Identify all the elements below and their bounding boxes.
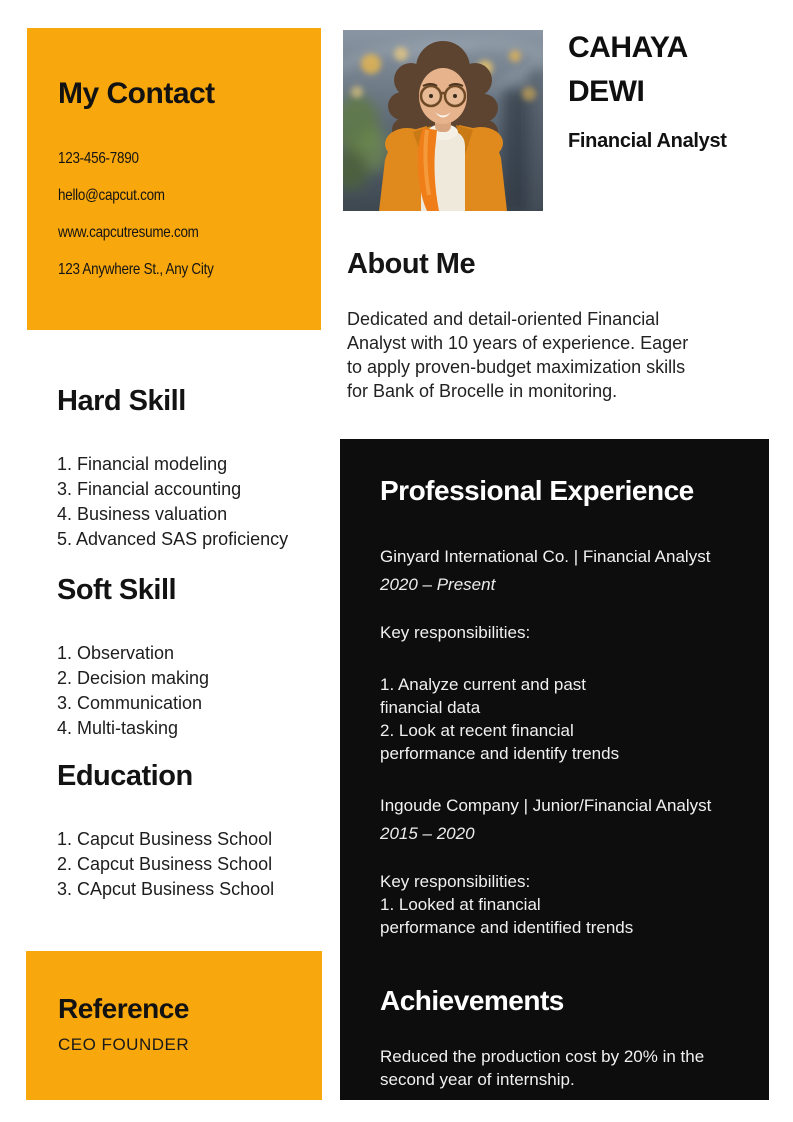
- contact-item: 123 Anywhere St., Any City: [58, 261, 214, 278]
- experience-panel: [340, 439, 769, 1100]
- job-resp-text: 1. Looked at financial performance and identified trends: [380, 895, 634, 937]
- job-period: 2015 – 2020: [380, 824, 475, 843]
- about-text: Dedicated and detail-oriented Financial Analyst with 10 years of experience. Eager to apply proven-budget maximization skills for Bank of Brocelle in monitoring.: [347, 309, 689, 401]
- soft-skill-item: 2. Decision making: [57, 668, 210, 688]
- soft-skill-list: [57, 641, 327, 741]
- soft-skill-title: Soft Skill: [57, 574, 177, 606]
- contact-item: www.capcutresume.com: [58, 224, 199, 241]
- job-resp-text: 1. Analyze current and past financial data 2. Look at recent financial performance and identify trends: [380, 675, 620, 763]
- header-name-block: [568, 26, 748, 153]
- experience-title: Professional Experience: [380, 475, 694, 506]
- profile-photo: [343, 30, 543, 211]
- hard-skill-title: Hard Skill: [57, 385, 186, 417]
- hard-skill-list: [57, 452, 327, 552]
- job-entry: [380, 794, 731, 939]
- soft-skill-section: [57, 574, 327, 741]
- hard-skill-item: 3. Financial accounting: [57, 479, 242, 499]
- woman-portrait-illustration: [343, 30, 543, 211]
- reference-subtitle: CEO FOUNDER: [58, 1035, 190, 1054]
- person-name: CAHAYA DEWI: [568, 31, 687, 108]
- job-company: Ginyard International Co. | Financial Analyst: [380, 547, 711, 566]
- job-resp-label: Key responsibilities:: [380, 872, 531, 891]
- soft-skill-item: 1. Observation: [57, 643, 175, 663]
- education-item: 2. Capcut Business School: [57, 854, 273, 874]
- contact-item: 123-456-7890: [58, 150, 139, 167]
- achievements-title: Achievements: [380, 985, 564, 1016]
- job-entry: [380, 545, 731, 765]
- about-section: [347, 248, 767, 403]
- reference-panel: [26, 951, 322, 1100]
- job-company: Ingoude Company | Junior/Financial Analyst: [380, 796, 712, 815]
- job-period: 2020 – Present: [380, 575, 496, 594]
- job-resp-label: Key responsibilities:: [380, 623, 531, 642]
- education-item: 3. CApcut Business School: [57, 879, 275, 899]
- contact-panel: [27, 28, 321, 330]
- soft-skill-item: 4. Multi-tasking: [57, 718, 179, 738]
- reference-title: Reference: [58, 993, 189, 1024]
- about-title: About Me: [347, 248, 476, 280]
- education-item: 1. Capcut Business School: [57, 829, 273, 849]
- person-role: Financial Analyst: [568, 130, 727, 152]
- contact-title: My Contact: [58, 77, 215, 110]
- achievements-text: Reduced the production cost by 20% in the second year of internship.: [380, 1047, 705, 1089]
- hard-skill-item: 4. Business valuation: [57, 504, 228, 524]
- hard-skill-item: 1. Financial modeling: [57, 454, 228, 474]
- contact-item: hello@capcut.com: [58, 187, 165, 204]
- soft-skill-item: 3. Communication: [57, 693, 203, 713]
- hard-skill-section: [57, 385, 327, 552]
- hard-skill-item: 5. Advanced SAS proficiency: [57, 529, 289, 549]
- education-list: [57, 827, 327, 902]
- education-section: [57, 760, 327, 902]
- contact-list: [58, 151, 301, 278]
- education-title: Education: [57, 760, 193, 792]
